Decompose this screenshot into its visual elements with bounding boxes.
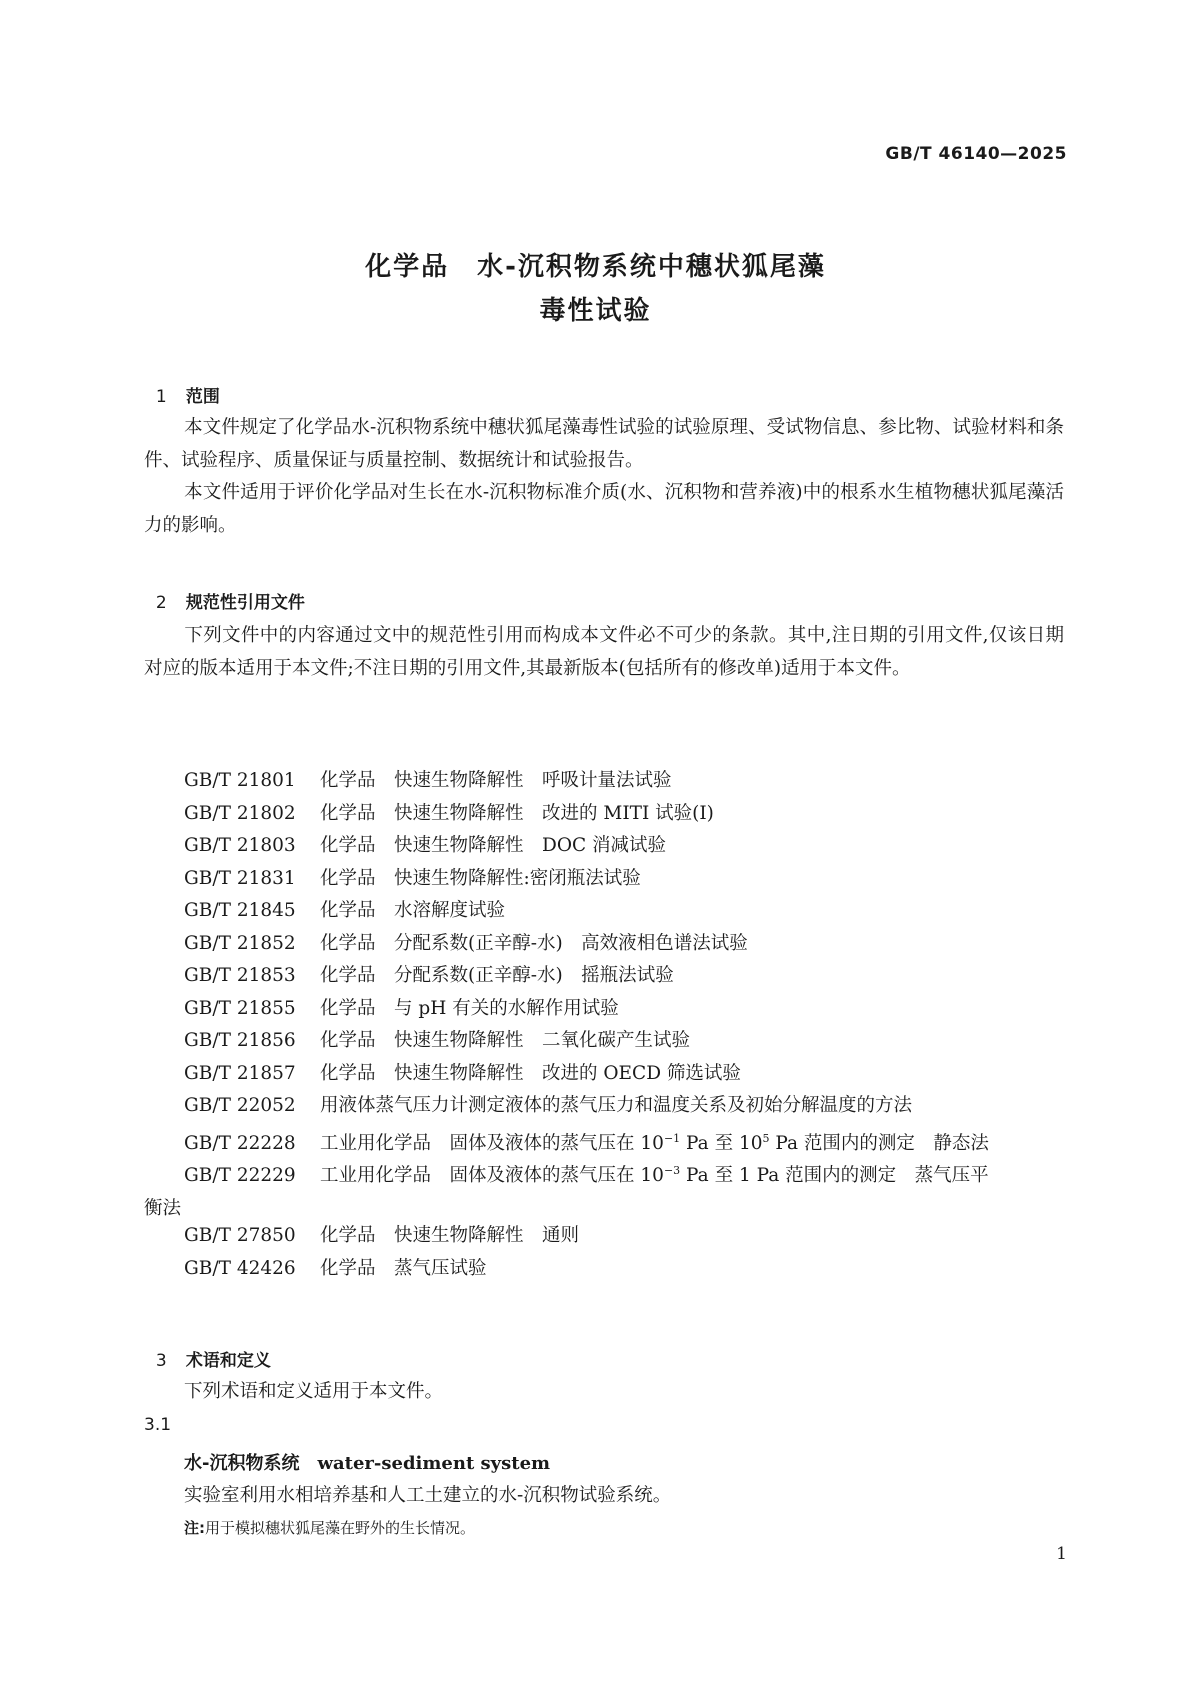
reference-title: 化学品 快速生物降解性:密闭瓶法试验: [320, 867, 641, 889]
document-title-line2: 毒性试验: [539, 296, 652, 326]
reference-item: [184, 830, 1064, 863]
reference-title: 化学品 水溶解度试验: [320, 900, 506, 921]
reference-item-wrapped: [144, 1155, 1064, 1225]
paragraph-text: 本文件适用于评价化学品对生长在水-沉积物标准介质(水、沉积物和营养液)中的根系水生植物穗状狐尾藻活力的影响。: [144, 482, 1064, 536]
section-1-paragraph-1: [144, 412, 1064, 477]
reference-item: [184, 1025, 1064, 1058]
reference-item: [184, 1090, 1064, 1123]
reference-item: [184, 863, 1064, 896]
term-english: water-sediment system: [317, 1453, 551, 1474]
reference-code: GB/T 22052: [184, 1095, 296, 1116]
paragraph-text: 本文件规定了化学品水-沉积物系统中穗状狐尾藻毒性试验的试验原理、受试物信息、参比物、试验材料和条件、试验程序、质量保证与质量控制、数据统计和试验报告。: [144, 417, 1064, 471]
reference-code: GB/T 21855: [184, 997, 296, 1019]
reference-title: 化学品 快速生物降解性 改进的 OECD 筛选试验: [320, 1062, 741, 1084]
reference-title: 化学品 与 pH 有关的水解作用试验: [320, 997, 619, 1019]
note-text: 用于模拟穗状狐尾藻在野外的生长情况。: [205, 1519, 476, 1537]
reference-title-continuation: 衡法: [144, 1197, 182, 1219]
reference-title: 化学品 蒸气压试验: [320, 1257, 487, 1279]
section-1-heading: [144, 362, 220, 407]
reference-code: GB/T 21853: [184, 965, 296, 986]
note-label: 注:: [184, 1519, 205, 1537]
reference-title: 工业用化学品 固体及液体的蒸气压在 $10^{-3}$ Pa 至 1 Pa 范围内的测定 蒸气压平: [320, 1164, 989, 1186]
section-2-heading: [144, 568, 305, 613]
reference-code: GB/T 21856: [184, 1030, 296, 1051]
paragraph-text: 下列文件中的内容通过文中的规范性引用而构成本文件必不可少的条款。其中,注日期的引用文件,仅该日期对应的版本适用于本文件;不注日期的引用文件,其最新版本(包括所有的修改单)适用于本文件。: [144, 625, 1064, 679]
reference-title: 化学品 快速生物降解性 DOC 消减试验: [320, 835, 667, 856]
section-1-paragraph-2: [144, 477, 1064, 542]
reference-item: [184, 1220, 579, 1253]
section-number: 1: [155, 387, 167, 407]
reference-item: [184, 765, 1064, 798]
section-3-intro: [144, 1376, 1064, 1409]
reference-item: [184, 993, 1064, 1026]
document-title-line1: 化学品 水-沉积物系统中穗状狐尾藻: [365, 252, 826, 282]
reference-code: GB/T 42426: [184, 1257, 296, 1279]
reference-code: GB/T 21845: [184, 900, 296, 921]
section-number: 2: [155, 593, 167, 613]
reference-list-continued: [184, 1220, 579, 1285]
document-code: GB/T 46140—2025: [885, 144, 1067, 164]
page-number: 1: [1056, 1544, 1067, 1564]
section-title: 范围: [185, 387, 220, 407]
term-definition: 实验室利用水相培养基和人工土建立的水-沉积物试验系统。: [184, 1485, 672, 1506]
reference-item: [184, 895, 1064, 928]
reference-title: 化学品 分配系数(正辛醇-水) 摇瓶法试验: [320, 965, 674, 986]
section-3-heading: [144, 1326, 271, 1371]
reference-title: 化学品 快速生物降解性 二氧化碳产生试验: [320, 1030, 691, 1051]
reference-title: 化学品 快速生物降解性 改进的 MITI 试验(Ⅰ): [320, 802, 714, 824]
section-title: 规范性引用文件: [185, 593, 305, 613]
reference-code: GB/T 21803: [184, 835, 296, 856]
reference-item: [184, 798, 1064, 831]
reference-title: 化学品 快速生物降解性 呼吸计量法试验: [320, 770, 672, 791]
reference-title: 工业用化学品 固体及液体的蒸气压在 $10^{-1}$ Pa 至 $10^5$ Pa 范围内的测定 静态法: [320, 1131, 989, 1154]
reference-code: GB/T 21831: [184, 867, 296, 889]
reference-code: GB/T 21802: [184, 802, 296, 824]
term-note: [184, 1517, 475, 1538]
section-title: 术语和定义: [185, 1351, 271, 1371]
term-number: 3.1: [144, 1415, 172, 1435]
reference-code: GB/T 21801: [184, 770, 296, 791]
paragraph-text: 下列术语和定义适用于本文件。: [184, 1381, 444, 1402]
reference-code: GB/T 22228: [184, 1132, 296, 1154]
reference-item: [184, 960, 1064, 993]
reference-title: 化学品 分配系数(正辛醇-水) 高效液相色谱法试验: [320, 932, 748, 954]
section-2-intro: [144, 620, 1064, 685]
reference-title: 用液体蒸气压力计测定液体的蒸气压力和温度关系及初始分解温度的方法: [320, 1095, 913, 1116]
reference-code: GB/T 21857: [184, 1062, 296, 1084]
reference-code: GB/T 27850: [184, 1225, 296, 1246]
reference-code: GB/T 21852: [184, 932, 296, 954]
reference-code: GB/T 22229: [184, 1165, 296, 1186]
term-chinese: 水-沉积物系统: [184, 1453, 300, 1474]
reference-title: 化学品 快速生物降解性 通则: [320, 1225, 580, 1246]
reference-list: [184, 765, 1064, 1155]
reference-item: [184, 1253, 579, 1286]
reference-item: [184, 1058, 1064, 1091]
reference-item: [184, 1123, 1064, 1156]
reference-item: [184, 928, 1064, 961]
term-entry: [184, 1449, 550, 1475]
section-number: 3: [155, 1351, 167, 1371]
